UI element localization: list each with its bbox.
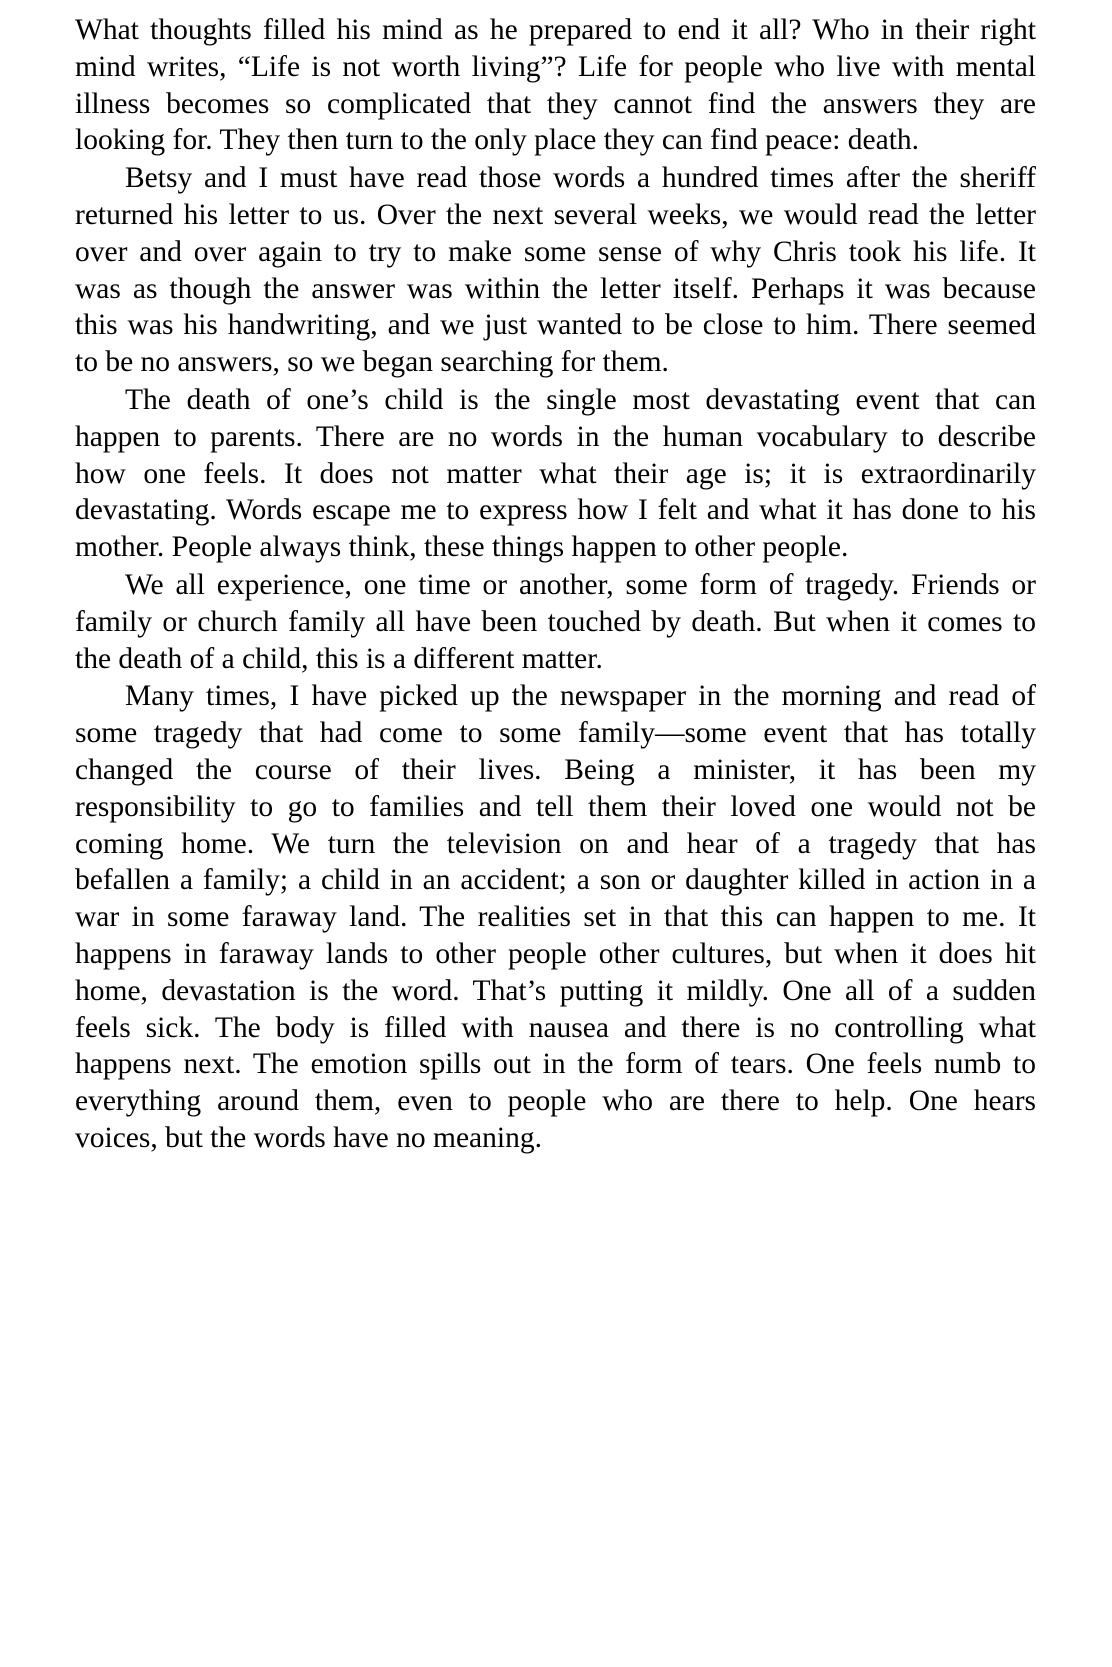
text-line: family or church family all have been touched by death. But when it comes to (75, 605, 1036, 638)
text-line: We all experience, one time or another, some form of tragedy. Friends or (125, 568, 1036, 601)
text-line: mind writes, “Life is not worth living”? Life for people who live with mental (75, 50, 1036, 83)
text-line: home, devastation is the word. That’s putting it mildly. One all of a sudden (75, 974, 1036, 1007)
text-line: war in some faraway land. The realities set in that this can happen to me. It (75, 901, 1036, 934)
paragraph-4 (75, 567, 1036, 677)
text-line: devastating. Words escape me to express how I felt and what it has done to his (75, 494, 1036, 527)
text-line: everything around them, even to people who are there to help. One hears (75, 1085, 1036, 1118)
paragraph-1 (75, 12, 1036, 159)
text-line: responsibility to go to families and tell them their loved one would not be (75, 790, 1036, 823)
document-page (75, 12, 1036, 1158)
text-line: looking for. They then turn to the only place they can find peace: death. (75, 124, 920, 157)
text-line: befallen a family; a child in an accident; a son or daughter killed in action in a (75, 864, 1036, 897)
text-line: happens in faraway lands to other people other cultures, but when it does hit (75, 937, 1036, 970)
text-line: some tragedy that had come to some family—some event that has totally (75, 717, 1036, 750)
text-line: returned his letter to us. Over the next several weeks, we would read the letter (75, 198, 1036, 231)
text-line: to be no answers, so we began searching for them. (75, 346, 669, 379)
text-line: Many times, I have picked up the newspaper in the morning and read of (125, 680, 1036, 713)
text-line: over and over again to try to make some sense of why Chris took his life. It (75, 235, 1036, 268)
text-line: this was his handwriting, and we just wanted to be close to him. There seemed (75, 309, 1036, 342)
text-line: mother. People always think, these things happen to other people. (75, 531, 849, 564)
text-line: happen to parents. There are no words in the human vocabulary to describe (75, 420, 1036, 453)
paragraph-2 (75, 160, 1036, 381)
text-line: illness becomes so complicated that they cannot find the answers they are (75, 87, 1036, 120)
text-line: was as though the answer was within the letter itself. Perhaps it was because (75, 272, 1036, 305)
text-line: voices, but the words have no meaning. (75, 1121, 542, 1154)
text-line: changed the course of their lives. Being a minister, it has been my (75, 753, 1036, 786)
text-line: Betsy and I must have read those words a hundred times after the sheriff (125, 162, 1036, 195)
text-line: What thoughts filled his mind as he prepared to end it all? Who in their right (75, 14, 1036, 46)
paragraph-5 (75, 678, 1036, 1156)
text-line: the death of a child, this is a different matter. (75, 642, 603, 675)
text-line: coming home. We turn the television on and hear of a tragedy that has (75, 827, 1036, 860)
text-line: The death of one’s child is the single most devastating event that can (125, 383, 1036, 416)
text-line: how one feels. It does not matter what their age is; it is extraordinarily (75, 457, 1036, 490)
text-line: happens next. The emotion spills out in the form of tears. One feels numb to (75, 1048, 1036, 1081)
text-line: feels sick. The body is filled with nausea and there is no controlling what (75, 1011, 1036, 1044)
paragraph-3 (75, 382, 1036, 566)
